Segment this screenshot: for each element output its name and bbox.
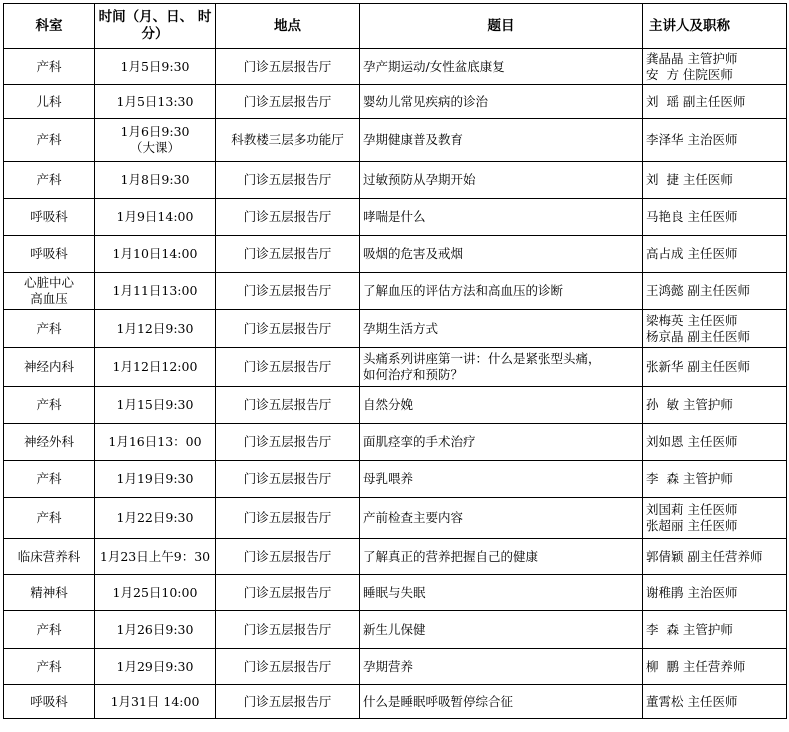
topic-cell-line: 如何治疗和预防？ (363, 367, 464, 382)
place-cell (216, 649, 360, 685)
place-cell (216, 685, 360, 719)
dept-cell (4, 199, 95, 236)
speaker-cell (643, 461, 787, 498)
dept-cell-line: 精神科 (30, 584, 68, 600)
table-row (4, 199, 787, 236)
topic-cell (360, 199, 643, 236)
speaker-cell-line: 刘国莉 主任医师 (646, 502, 738, 517)
dept-cell-line: 产科 (36, 132, 62, 147)
time-cell (95, 387, 216, 424)
schedule-body (4, 49, 787, 719)
table-row (4, 539, 787, 575)
place-cell (216, 273, 360, 310)
speaker-cell (643, 273, 787, 310)
dept-cell (4, 273, 95, 310)
time-cell (95, 649, 216, 685)
place-cell-line: 门诊五层报告厅 (243, 510, 332, 525)
dept-cell-line: 高血压 (30, 291, 68, 306)
speaker-cell-line: 李泽华 主治医师 (646, 132, 738, 147)
speaker-cell-line: 张超丽 主任医师 (646, 518, 738, 533)
time-cell-line: 1月12日9:30 (116, 320, 194, 336)
place-cell (216, 49, 360, 85)
dept-cell-line: 产科 (36, 58, 62, 74)
dept-cell (4, 611, 95, 649)
topic-cell-line: 睡眠与失眠 (363, 584, 426, 600)
header-time (95, 4, 216, 49)
place-cell-line: 科教楼三层多功能厅 (231, 132, 344, 147)
time-cell-line: （大课） (129, 140, 180, 155)
speaker-cell-line: 刘如恩 主任医师 (646, 434, 738, 449)
speaker-cell-line: 梁梅英 主任医师 (646, 312, 738, 328)
table-row (4, 162, 787, 199)
header-row (4, 4, 787, 49)
dept-cell (4, 162, 95, 199)
speaker-cell-line: 杨京晶 副主任医师 (646, 328, 750, 344)
topic-cell-line: 孕产期运动/女性盆底康复 (363, 58, 505, 74)
dept-cell (4, 49, 95, 85)
dept-cell (4, 498, 95, 539)
dept-cell-line: 神经外科 (23, 434, 74, 449)
dept-cell (4, 539, 95, 575)
time-cell-line: 1月29日9:30 (116, 658, 194, 674)
place-cell (216, 236, 360, 273)
place-cell (216, 611, 360, 649)
dept-cell (4, 685, 95, 719)
table-row (4, 387, 787, 424)
time-cell (95, 199, 216, 236)
topic-cell-line: 产前检查主要内容 (363, 510, 464, 525)
place-cell-line: 门诊五层报告厅 (243, 320, 332, 336)
table-row (4, 310, 787, 348)
table-row (4, 685, 787, 719)
topic-cell (360, 539, 643, 575)
speaker-cell (643, 498, 787, 539)
speaker-cell-line: 马艳良 主任医师 (646, 209, 738, 224)
table-row (4, 575, 787, 611)
dept-cell-line: 呼吸科 (30, 209, 68, 224)
topic-cell (360, 119, 643, 162)
dept-cell (4, 387, 95, 424)
speaker-cell-line: 刘 捷 主任医师 (646, 172, 733, 187)
place-cell-line: 门诊五层报告厅 (243, 471, 332, 486)
time-cell-line: 1月9日14:00 (116, 209, 194, 224)
place-cell-line: 门诊五层报告厅 (243, 434, 332, 449)
dept-cell-line: 产科 (36, 621, 62, 637)
speaker-cell-line: 孙 敏 主管护师 (646, 397, 733, 412)
time-cell-line: 1月11日13:00 (112, 283, 198, 298)
place-cell (216, 85, 360, 119)
place-cell (216, 119, 360, 162)
topic-cell-line: 孕期健康普及教育 (363, 132, 464, 147)
time-cell (95, 119, 216, 162)
speaker-cell-line: 张新华 副主任医师 (646, 359, 750, 374)
place-cell (216, 498, 360, 539)
place-cell-line: 门诊五层报告厅 (243, 209, 332, 224)
speaker-cell-line: 董霄松 主任医师 (646, 693, 738, 709)
speaker-cell (643, 85, 787, 119)
time-cell (95, 85, 216, 119)
dept-cell (4, 461, 95, 498)
place-cell (216, 387, 360, 424)
time-cell-line: 1月12日12:00 (112, 359, 198, 374)
place-cell (216, 310, 360, 348)
time-cell-line: 1月5日13:30 (116, 93, 194, 109)
time-cell (95, 685, 216, 719)
table-row (4, 85, 787, 119)
speaker-cell (643, 539, 787, 575)
speaker-cell-line: 安 方 住院医师 (646, 66, 733, 82)
speaker-cell (643, 236, 787, 273)
speaker-cell-line: 李 森 主管护师 (646, 621, 733, 637)
dept-cell (4, 348, 95, 387)
topic-cell (360, 611, 643, 649)
table-row (4, 119, 787, 162)
place-cell-line: 门诊五层报告厅 (243, 548, 332, 564)
table-row (4, 424, 787, 461)
dept-cell-line: 产科 (36, 320, 62, 336)
time-cell (95, 162, 216, 199)
time-cell (95, 611, 216, 649)
place-cell-line: 门诊五层报告厅 (243, 93, 332, 109)
header-place: 地点 (216, 4, 360, 49)
topic-cell (360, 273, 643, 310)
topic-cell (360, 162, 643, 199)
topic-cell-line: 面肌痉挛的手术治疗 (363, 434, 476, 449)
place-cell-line: 门诊五层报告厅 (243, 283, 332, 298)
place-cell (216, 348, 360, 387)
place-cell (216, 162, 360, 199)
dept-cell-line: 产科 (36, 397, 62, 412)
dept-cell-line: 临床营养科 (17, 548, 81, 564)
table-row (4, 273, 787, 310)
header-time-line: 时分） (141, 9, 212, 42)
time-cell (95, 310, 216, 348)
table-row (4, 236, 787, 273)
dept-cell-line: 神经内科 (23, 359, 74, 374)
topic-cell-line: 新生儿保健 (363, 621, 426, 637)
speaker-cell-line: 龚晶晶 主管护师 (646, 50, 738, 66)
place-cell-line: 门诊五层报告厅 (243, 621, 332, 637)
place-cell-line: 门诊五层报告厅 (243, 658, 332, 674)
speaker-cell (643, 611, 787, 649)
table-row (4, 611, 787, 649)
dept-cell (4, 310, 95, 348)
speaker-cell (643, 162, 787, 199)
topic-cell (360, 236, 643, 273)
dept-cell-line: 产科 (36, 471, 62, 486)
place-cell-line: 门诊五层报告厅 (243, 359, 332, 374)
speaker-cell (643, 199, 787, 236)
header-topic: 题目 (360, 4, 643, 49)
topic-cell (360, 649, 643, 685)
speaker-cell (643, 649, 787, 685)
time-cell-line: 1月22日9:30 (116, 510, 194, 525)
header-time-line: 时间（月、日、 (98, 9, 194, 25)
speaker-cell-line: 刘 瑶 副主任医师 (646, 93, 746, 109)
place-cell-line: 门诊五层报告厅 (243, 246, 332, 261)
dept-cell-line: 产科 (36, 510, 62, 525)
topic-cell (360, 461, 643, 498)
dept-cell-line: 产科 (36, 658, 62, 674)
topic-cell (360, 498, 643, 539)
time-cell-line: 1月10日14:00 (112, 246, 198, 261)
topic-cell-line: 了解真正的营养把握自己的健康 (363, 548, 539, 564)
time-cell-line: 1月23日上午9：30 (99, 548, 211, 564)
speaker-cell-line: 柳 鹏 主任营养师 (646, 658, 746, 674)
topic-cell-line: 孕期生活方式 (363, 320, 439, 336)
topic-cell (360, 424, 643, 461)
speaker-cell-line: 郭倩颖 副主任营养师 (646, 548, 763, 564)
speaker-cell-line: 王鸿懿 副主任医师 (646, 283, 750, 298)
time-cell (95, 273, 216, 310)
dept-cell (4, 85, 95, 119)
header-dept: 科室 (4, 4, 95, 49)
topic-cell (360, 575, 643, 611)
place-cell (216, 539, 360, 575)
dept-cell-line: 产科 (36, 172, 62, 187)
topic-cell (360, 85, 643, 119)
time-cell-line: 1月16日13：00 (108, 434, 202, 449)
topic-cell-line: 头痛系列讲座第一讲：什么是紧张型头痛， (363, 351, 601, 366)
time-cell-line: 1月15日9:30 (116, 397, 194, 412)
time-cell-line: 1月31日 14:00 (110, 693, 200, 709)
speaker-cell-line: 李 森 主管护师 (646, 471, 733, 486)
speaker-cell (643, 685, 787, 719)
speaker-cell-line: 高占成 主任医师 (646, 246, 738, 261)
table-row (4, 649, 787, 685)
time-cell (95, 575, 216, 611)
table-row (4, 498, 787, 539)
place-cell-line: 门诊五层报告厅 (243, 584, 332, 600)
place-cell (216, 461, 360, 498)
speaker-cell-line: 谢稚鹃 主治医师 (646, 584, 738, 600)
dept-cell-line: 心脏中心 (23, 275, 74, 290)
topic-cell (360, 310, 643, 348)
speaker-cell (643, 119, 787, 162)
place-cell (216, 575, 360, 611)
time-cell (95, 424, 216, 461)
place-cell-line: 门诊五层报告厅 (243, 58, 332, 74)
speaker-cell (643, 49, 787, 85)
dept-cell-line: 儿科 (36, 93, 62, 109)
topic-cell (360, 348, 643, 387)
topic-cell-line: 了解血压的评估方法和高血压的诊断 (363, 283, 564, 298)
time-cell-line: 1月6日9:30 (120, 124, 190, 139)
dept-cell-line: 呼吸科 (30, 246, 68, 261)
topic-cell-line: 哮喘是什么 (363, 209, 426, 224)
table-row (4, 461, 787, 498)
table-row (4, 348, 787, 387)
topic-cell (360, 387, 643, 424)
header-speaker: 主讲人及职称 (643, 4, 787, 49)
topic-cell-line: 吸烟的危害及戒烟 (363, 246, 464, 261)
time-cell (95, 539, 216, 575)
time-cell-line: 1月26日9:30 (116, 621, 194, 637)
dept-cell (4, 575, 95, 611)
time-cell (95, 348, 216, 387)
dept-cell (4, 236, 95, 273)
topic-cell-line: 母乳喂养 (363, 471, 414, 486)
topic-cell (360, 49, 643, 85)
dept-cell-line: 呼吸科 (30, 693, 68, 709)
place-cell (216, 424, 360, 461)
time-cell-line: 1月5日9:30 (120, 58, 190, 74)
dept-cell (4, 649, 95, 685)
speaker-cell (643, 387, 787, 424)
dept-cell (4, 119, 95, 162)
topic-cell-line: 过敏预防从孕期开始 (363, 172, 476, 187)
topic-cell-line: 自然分娩 (363, 397, 414, 412)
time-cell-line: 1月8日9:30 (120, 172, 190, 187)
time-cell (95, 498, 216, 539)
time-cell (95, 236, 216, 273)
table-row (4, 49, 787, 85)
dept-cell (4, 424, 95, 461)
time-cell (95, 49, 216, 85)
topic-cell (360, 685, 643, 719)
speaker-cell (643, 424, 787, 461)
time-cell-line: 1月25日10:00 (112, 584, 198, 600)
place-cell-line: 门诊五层报告厅 (243, 397, 332, 412)
topic-cell-line: 孕期营养 (363, 658, 414, 674)
place-cell-line: 门诊五层报告厅 (243, 172, 332, 187)
time-cell-line: 1月19日9:30 (116, 471, 194, 486)
speaker-cell (643, 348, 787, 387)
topic-cell-line: 婴幼儿常见疾病的诊治 (363, 93, 489, 109)
lecture-schedule-table (3, 3, 787, 719)
speaker-cell (643, 310, 787, 348)
speaker-cell (643, 575, 787, 611)
place-cell-line: 门诊五层报告厅 (243, 693, 332, 709)
place-cell (216, 199, 360, 236)
topic-cell-line: 什么是睡眠呼吸暂停综合征 (363, 693, 514, 709)
time-cell (95, 461, 216, 498)
